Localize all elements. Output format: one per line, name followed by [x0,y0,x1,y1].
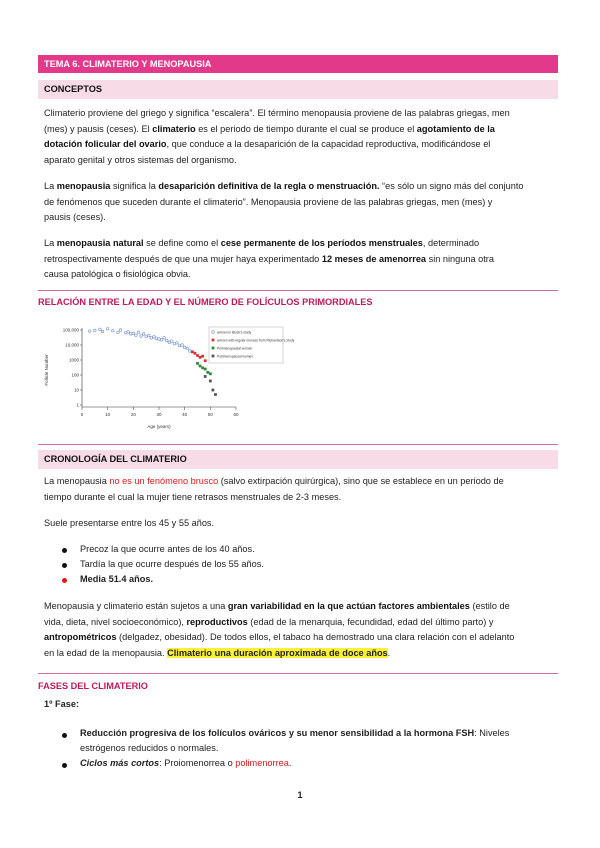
section-conceptos-heading: CONCEPTOS [38,80,558,99]
chart-point [163,337,166,340]
chart-y-tick-label: 1 [76,402,79,408]
chart-point [201,355,204,358]
chart-point [99,328,102,331]
chart-point [191,350,194,353]
chart-y-tick-label: 100,000 [62,327,79,333]
chart-y-tick-label: 100 [71,372,79,378]
chart-point [112,329,115,332]
chart-point [204,359,207,362]
chart-x-tick-label: 60 [233,412,239,417]
chart-point [119,329,122,332]
chart-point [183,346,186,349]
chart-legend-marker [212,347,215,350]
chart-point [135,334,138,337]
chart-legend-label: women with regular menses from Richardson's study [217,338,295,343]
section-divider [38,673,558,674]
chart-x-tick-label: 40 [182,412,188,417]
chart-point [150,337,153,340]
chart-point [206,371,209,374]
chart-point [199,356,202,359]
chart-point [181,344,184,347]
paragraph-edad: Suele presentarse entre los 45 y 55 años. [44,518,215,528]
chart-point [140,335,143,338]
chart-point [145,335,148,338]
page-number: 1 [297,790,303,800]
chart-legend-label: Postmenopausal women [217,354,254,359]
chart-point [155,337,158,340]
chart-point [124,332,127,335]
chart-point [160,339,163,342]
chart-point [194,352,197,355]
paragraph-menopausia-natural: La menopausia natural se define como el cese permanente de los períodos menstruales, determinado retrospectivamente después de que una mujer haya experimentado 12 meses de amenorrea sin ninguna otra causa patológica o fisiológica obvia. [44,238,494,279]
bullet-media: Media 51.4 años. [80,574,154,584]
fase-1-label: 1º Fase: [44,699,80,709]
chart-point [189,350,192,353]
chart-x-label: Age (years) [147,424,171,429]
topic-banner: TEMA 6. CLIMATERIO Y MENOPAUSIA [38,55,558,73]
chart-point [178,344,181,347]
section-divider [38,290,558,291]
chart-point [196,354,199,357]
chart-point [212,389,215,392]
bullet-ciclos: Ciclos más cortos: Proiomenorrea o polimenorrea. [80,758,292,768]
chart-point [88,330,91,333]
chart-point [196,362,199,365]
chart-legend-label: women in Block's study [217,330,252,335]
bullet-dot [62,763,67,768]
chart-point [101,330,104,333]
section-divider [38,444,558,445]
bullet-dot [62,548,67,553]
chart-point [129,333,132,336]
chart-point [209,372,212,375]
chart-point [214,393,217,396]
chart-y-tick-label: 10 [73,387,79,393]
chart-y-label: Follicle Number [44,354,49,386]
chart-point [186,347,189,350]
highlight-duracion: Climaterio una duración aproximada de doce años [167,647,388,658]
chart-point [153,336,156,339]
chart-point [142,333,145,336]
chart-legend-marker [212,339,215,342]
chart-point [106,328,109,331]
chart-x-tick-label: 50 [207,412,213,417]
chart-point [173,343,176,346]
section-cronologia-heading: CRONOLOGÍA DEL CLIMATERIO [38,450,558,469]
section-relacion-heading: RELACIÓN ENTRE LA EDAD Y EL NÚMERO DE FOLÍCULOS PRIMORDIALES [38,297,373,307]
chart-legend [209,327,295,363]
chart-point [204,368,207,371]
chart-point [137,331,140,334]
chart-y-tick-label: 10,000 [65,342,79,348]
section-fases-heading: FASES DEL CLIMATERIO [38,681,148,691]
chart-point [176,342,179,345]
chart-x-tick-label: 10 [105,412,111,417]
chart-point [209,380,212,383]
chart-point [165,339,168,342]
chart-legend-marker [212,355,215,358]
chart-point [147,334,150,337]
bullet-dot [62,578,67,583]
bullet-tardia: Tardía la que ocurre después de los 55 años. [80,559,264,569]
chart-legend-label: Perimenopausal women [217,346,253,351]
chart-point [199,365,202,368]
paragraph-menopausia: La menopausia significa la desaparición definitiva de la regla o menstruación. “es sólo un signo más del conjunto de fenómenos que suceden durante el climaterio”. Menopausia proviene de las palabras griegas, men (mes) y pausis (ceses). [44,181,524,222]
bullet-dot [62,733,67,738]
paragraph-climaterio: Climaterio proviene del griego y significa “escalera”. El término menopausia proviene de las palabras griegas, men (mes) y pausis (ceses). El climaterio es el periodo de tiempo durante el cual se produce el agotamiento de la dotación folicular del ovario, que conduce a la desaparición de la capacidad reproductiva, modificándose el aparato genital y otros sistemas del organismo. [44,108,510,165]
chart-point [94,329,97,332]
chart-x-tick-label: 20 [130,412,136,417]
chart-point [168,341,171,344]
chart-point [127,331,130,334]
chart-point [204,375,207,378]
follicle-age-chart [42,320,295,435]
bullet-precoz: Precoz la que ocurre antes de los 40 años. [80,544,255,554]
bullet-reduccion: Reducción progresiva de los folículos ováricos y su menor sensibilidad a la hormona FSH: Niveles estrógenos reducidos o normales. [80,728,510,753]
chart-point [201,366,204,369]
chart-point [132,332,135,335]
chart-point [158,338,161,341]
chart-point [171,340,174,343]
chart-point [117,331,120,334]
bullet-dot [62,563,67,568]
paragraph-no-brusco: La menopausia no es un fenómeno brusco (salvo extirpación quirúrgica), sino que se establece en un periodo de tiempo durante el cual la mujer tiene retrasos menstruales de 2-3 meses. [44,476,504,502]
paragraph-variabilidad: Menopausia y climaterio están sujetos a una gran variabilidad en la que actúan factores ambientales (estilo de vida, dieta, nivel socioeconómico), reproductivos (edad de la menarquia, fecundidad, edad del último parto) y antropométricos (delgadez, obesidad). De todos ellos, el tabaco ha demostrado una clara relación con el adelanto en la edad de la menopausia. Climaterio una duración aproximada de doce años. [44,601,515,658]
chart-x-tick-label: 0 [80,412,84,417]
chart-y-tick-label: 1000 [68,357,79,363]
chart-x-tick-label: 30 [156,412,162,417]
